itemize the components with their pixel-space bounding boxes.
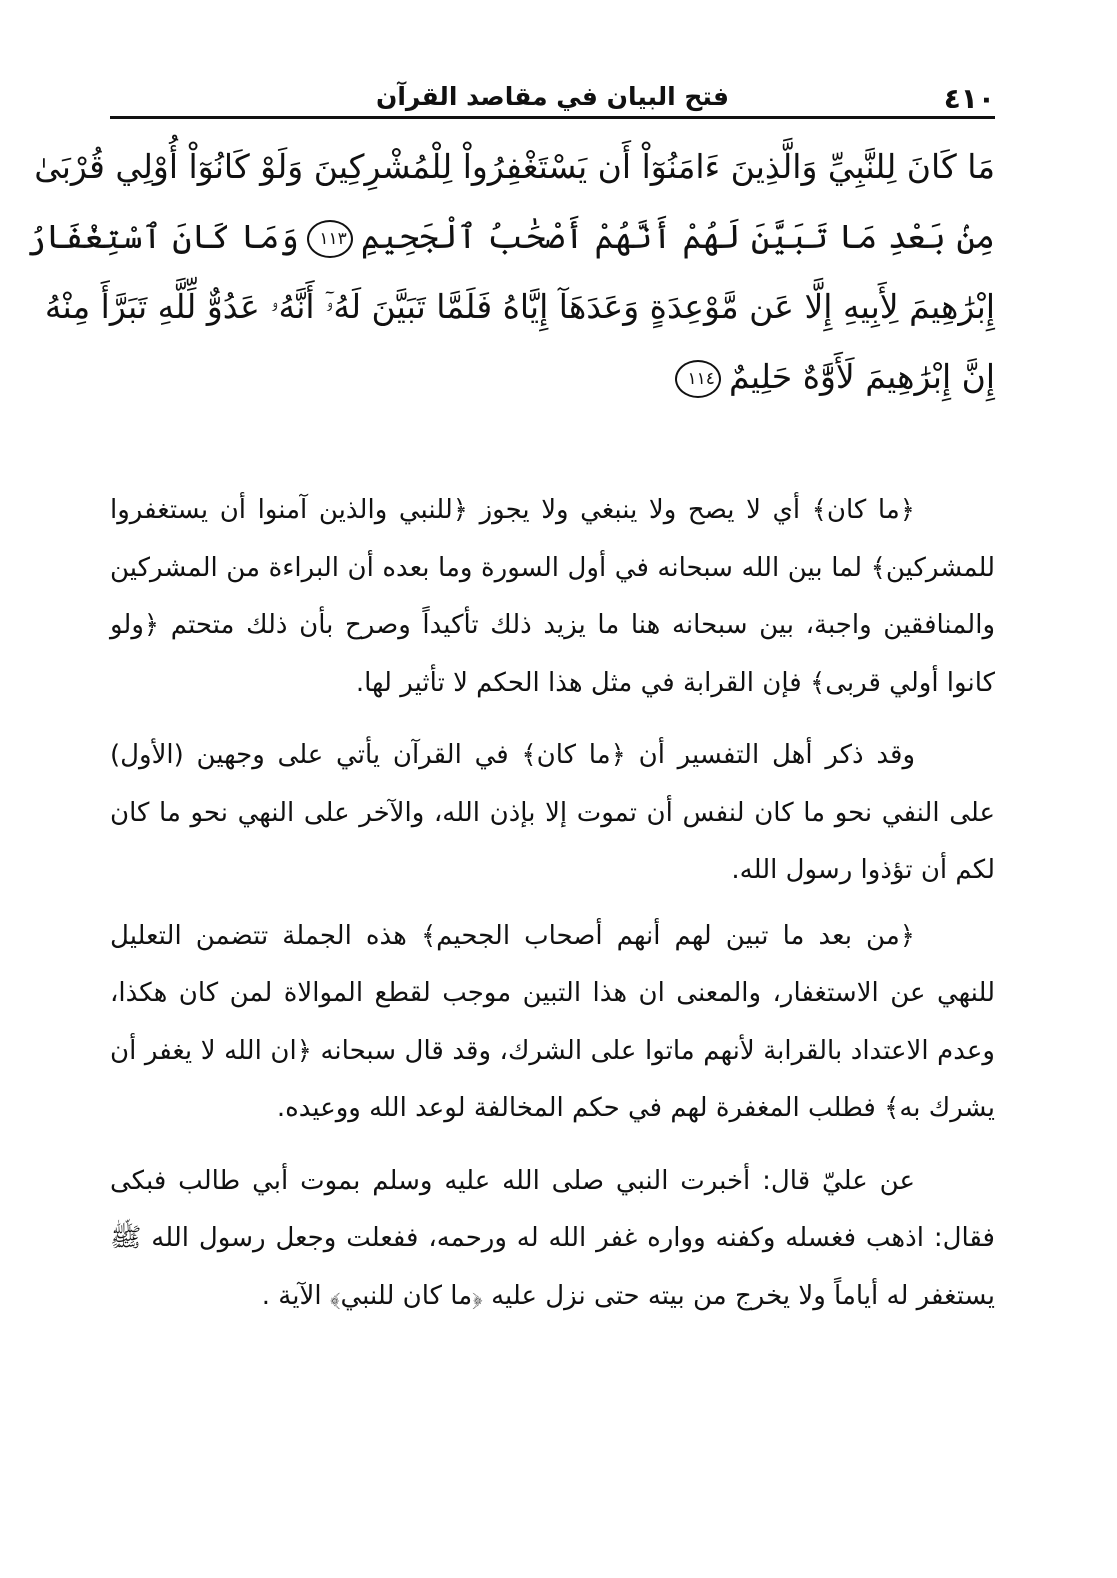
quran-verses	[26, 132, 995, 412]
quran-line-4	[110, 342, 995, 412]
ayah-number-114: ١١٤	[675, 360, 721, 398]
page-header	[110, 78, 995, 119]
paragraph-3: ﴿من بعد ما تبين لهم أنهم أصحاب الجحيم﴾ هذه الجملة تتضمن التعليل للنهي عن الاستغفار، والمعنى ان هذا التبين موجب لقطع الموالاة لمن كان هكذا، وعدم الاعتداد بالقرابة لأنهم ماتوا على الشرك، وقد قال سبحانه ﴿ان الله لا يغفر أن يشرك به﴾ فطلب المغفرة لهم في حكم المخالفة لوعد الله ووعيده.	[110, 920, 995, 1123]
quran-line-1: مَا كَانَ لِلنَّبِيِّ وَالَّذِينَ ءَامَنُوٓاْ أَن يَسْتَغْفِرُواْ لِلْمُشْرِكِينَ وَلَوْ كَانُوٓاْ أُوْلِي قُرْبَىٰ	[34, 147, 995, 186]
paragraph-4: عن عليّ قال: أخبرت النبي صلى الله عليه وسلم بموت أبي طالب فبكى فقال: اذهب فغسله وكفنه وواره غفر الله له ورحمه، ففعلت وجعل رسول الله ﷺ يستغفر له أياماً ولا يخرج من بيته حتى نزل عليه ﴿ما كان للنبي﴾ الآية .	[110, 1165, 995, 1311]
paragraph-1: ﴿ما كان﴾ أي لا يصح ولا ينبغي ولا يجوز ﴿للنبي والذين آمنوا أن يستغفروا للمشركين﴾ لما بين الله سبحانه في أول السورة وما بعده أن البراءة من المشركين والمنافقين واجبة، بين سبحانه هنا ما يزيد ذلك تأكيداً وصرح بأن ذلك متحتم ﴿ولو كانوا أولي قربى﴾ فإن القرابة في مثل هذا الحكم لا تأثير لها.	[110, 495, 995, 698]
commentary	[110, 482, 995, 1340]
paragraph-2: وقد ذكر أهل التفسير أن ﴿ما كان﴾ في القرآن يأتي على وجهين (الأول) على النفي نحو ما كان لنفس أن تموت إلا بإذن الله، والآخر على النهي نحو ما كان لكم أن تؤذوا رسول الله.	[110, 740, 995, 885]
page-number: ٤١٠	[943, 82, 995, 115]
quran-line-4-text: إِنَّ إِبْرَٰهِيمَ لَأَوَّٰهٌ حَلِيمٌ	[728, 357, 995, 396]
running-title: فتح البيان في مقاصد القرآن	[375, 82, 730, 111]
quran-line-2	[26, 202, 995, 272]
quran-line-2-tail: وَمَا كَانَ ٱسْتِغْفَارُ	[26, 217, 299, 256]
quran-line-2-text: مِنۢ بَعْدِ مَا تَبَيَّنَ لَهُمْ أَنَّهُمْ أَصْحَٰبُ ٱلْجَحِيمِ	[360, 217, 995, 256]
quran-line-3: إِبْرَٰهِيمَ لِأَبِيهِ إِلَّا عَن مَّوْعِدَةٍ وَعَدَهَآ إِيَّاهُ فَلَمَّا تَبَيَّنَ لَهُۥٓ أَنَّهُۥ عَدُوٌّ لِّلَّهِ تَبَرَّأَ مِنْهُ	[44, 287, 995, 326]
ayah-number-113: ١١٣	[307, 220, 353, 258]
